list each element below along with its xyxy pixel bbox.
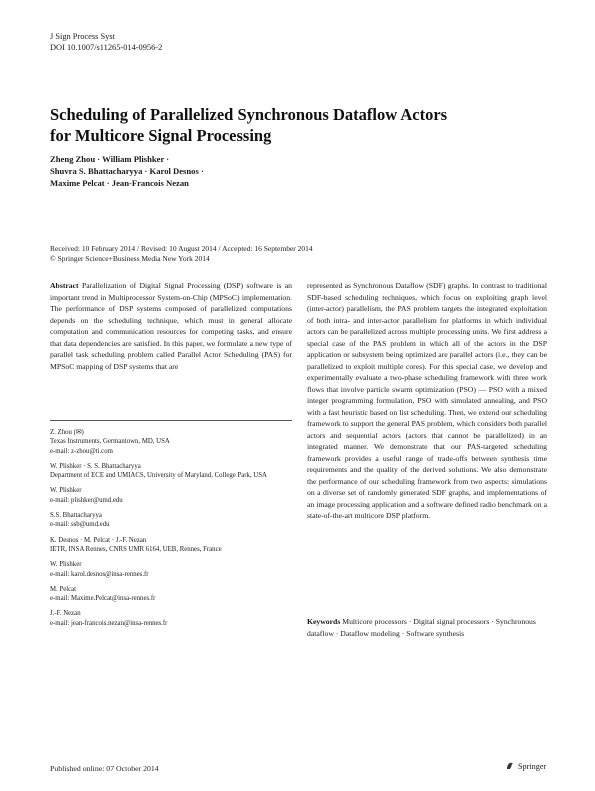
affiliation-block — [50, 536, 290, 555]
paper-title — [50, 104, 530, 146]
abstract-label: Abstract — [50, 281, 79, 290]
keywords-label: Keywords — [307, 617, 341, 626]
received-dates: Received: 10 February 2014 / Revised: 10 August 2014 / Accepted: 16 September 2014 — [50, 244, 313, 253]
dates-block — [50, 244, 313, 264]
affiliation-email: e-mail: karol.desnos@insa-rennes.fr — [50, 570, 149, 578]
affiliation-block — [50, 486, 290, 505]
affiliation-email: e-mail: ssb@umd.edu — [50, 521, 110, 529]
published-online: Published online: 07 October 2014 — [50, 764, 159, 773]
footnote-divider — [50, 420, 292, 421]
journal-name: J Sign Process Syst — [50, 32, 115, 41]
journal-header — [50, 31, 162, 53]
title-line-2: for Multicore Signal Processing — [50, 126, 272, 145]
affiliation-line: J.-F. Nezan — [50, 610, 81, 618]
keywords — [307, 616, 547, 639]
affiliation-block — [50, 560, 290, 579]
affiliation-line: K. Desnos · M. Pelcat · J.-F. Nezan — [50, 536, 147, 544]
affiliation-email: e-mail: z-zhou@ti.com — [50, 447, 113, 455]
author-list — [50, 153, 204, 189]
affiliation-line: IETR, INSA Rennes, CNRS UMR 6164, UEB, Rennes, France — [50, 545, 222, 553]
affiliation-block — [50, 462, 290, 481]
affiliation-block — [50, 428, 290, 456]
affiliation-line: W. Plishker — [50, 561, 82, 569]
publisher-name: Springer — [518, 761, 547, 771]
affiliation-email: e-mail: plishker@umd.edu — [50, 496, 123, 504]
affiliation-line: S.S. Bhattacharyya — [50, 512, 102, 520]
affiliation-block — [50, 511, 290, 530]
doi: DOI 10.1007/s11265-014-0956-2 — [50, 43, 163, 52]
title-line-1: Scheduling of Parallelized Synchronous Dataflow Actors — [50, 105, 448, 124]
affiliation-line: Department of ECE and UMIACS, University of Maryland, College Park, USA — [50, 472, 267, 480]
publisher-mark — [505, 761, 546, 771]
affiliations — [50, 428, 290, 634]
affiliation-line: M. Pelcat — [50, 585, 77, 593]
copyright: © Springer Science+Business Media New York 2014 — [50, 254, 210, 263]
abstract-left-column — [50, 280, 292, 372]
springer-horse-icon — [505, 761, 515, 771]
affiliation-block — [50, 585, 290, 604]
affiliation-line: Z. Zhou (✉) — [50, 429, 84, 436]
authors-line-3: Maxime Pelcat · Jean-Francois Nezan — [50, 178, 189, 188]
abstract-text-left: Parallelization of Digital Signal Processing (DSP) software is an important trend in Multiprocessor System-on-Chip (MPSoC) implementation. The performance of DSP systems composed of parallelized computations depends on the scheduling technique, which must in general allocate computation and communication resources for competing tasks, and ensure that data dependencies are satisfied. In this paper, we formulate a new type of parallel task scheduling problem called Parallel Actor Scheduling (PAS) for MPSoC mapping of DSP systems that are — [50, 281, 292, 371]
authors-line-1: Zheng Zhou · William Plishker · — [50, 154, 170, 164]
affiliation-line: Texas Instruments, Germantown, MD, USA — [50, 438, 170, 446]
abstract-right-column: represented as Synchronous Dataflow (SDF) graphs. In contrast to traditional SDF-based scheduling techniques, which focus on exploiting graph level (inter-actor) parallelism, the PAS problem targets the integrated exploitation of both intra- and inter-actor parallelism for platforms in which individual actors can be parallelized across multiple processing units. We first address a special case of the PAS problem in which all of the actors in the DSP application or subsystem being optimized are parallel actors (i.e., they can be parallelized to exploit multiple cores). For this special case, we develop and experimentally evaluate a two-phase scheduling framework with three work flows that involve particle swarm optimization (PSO) — PSO with a mixed integer programming formulation, PSO with simulated annealing, and PSO with a fast heuristic based on list scheduling. Then, we extend our scheduling framework to support the general PAS problem, which considers both parallel actors and sequential actors (actors that cannot be parallelized) in an integrated manner. We demonstrate that our PAS-targeted scheduling framework provides a useful range of trade-offs between synthesis time requirements and the quality of the derived solutions. We also demonstrate the performance of our scheduling framework from two aspects: simulations on a diverse set of randomly generated SDF graphs, and implementations of an image processing application and a software defined radio benchmark on a state-of-the-art multicore DSP platform. — [307, 281, 547, 520]
affiliation-line: W. Plishker · S. S. Bhattacharyya — [50, 462, 141, 470]
affiliation-block — [50, 609, 290, 628]
affiliation-email: e-mail: Maxime.Pelcat@insa-rennes.fr — [50, 595, 156, 603]
affiliation-line: W. Plishker — [50, 487, 82, 495]
authors-line-2: Shuvra S. Bhattacharyya · Karol Desnos · — [50, 166, 204, 176]
keywords-text: Multicore processors · Digital signal processors · Synchronous dataflow · Dataflow modeling · Software synthesis — [307, 617, 536, 638]
affiliation-email: e-mail: jean-francois.nezan@insa-rennes.fr — [50, 619, 168, 627]
